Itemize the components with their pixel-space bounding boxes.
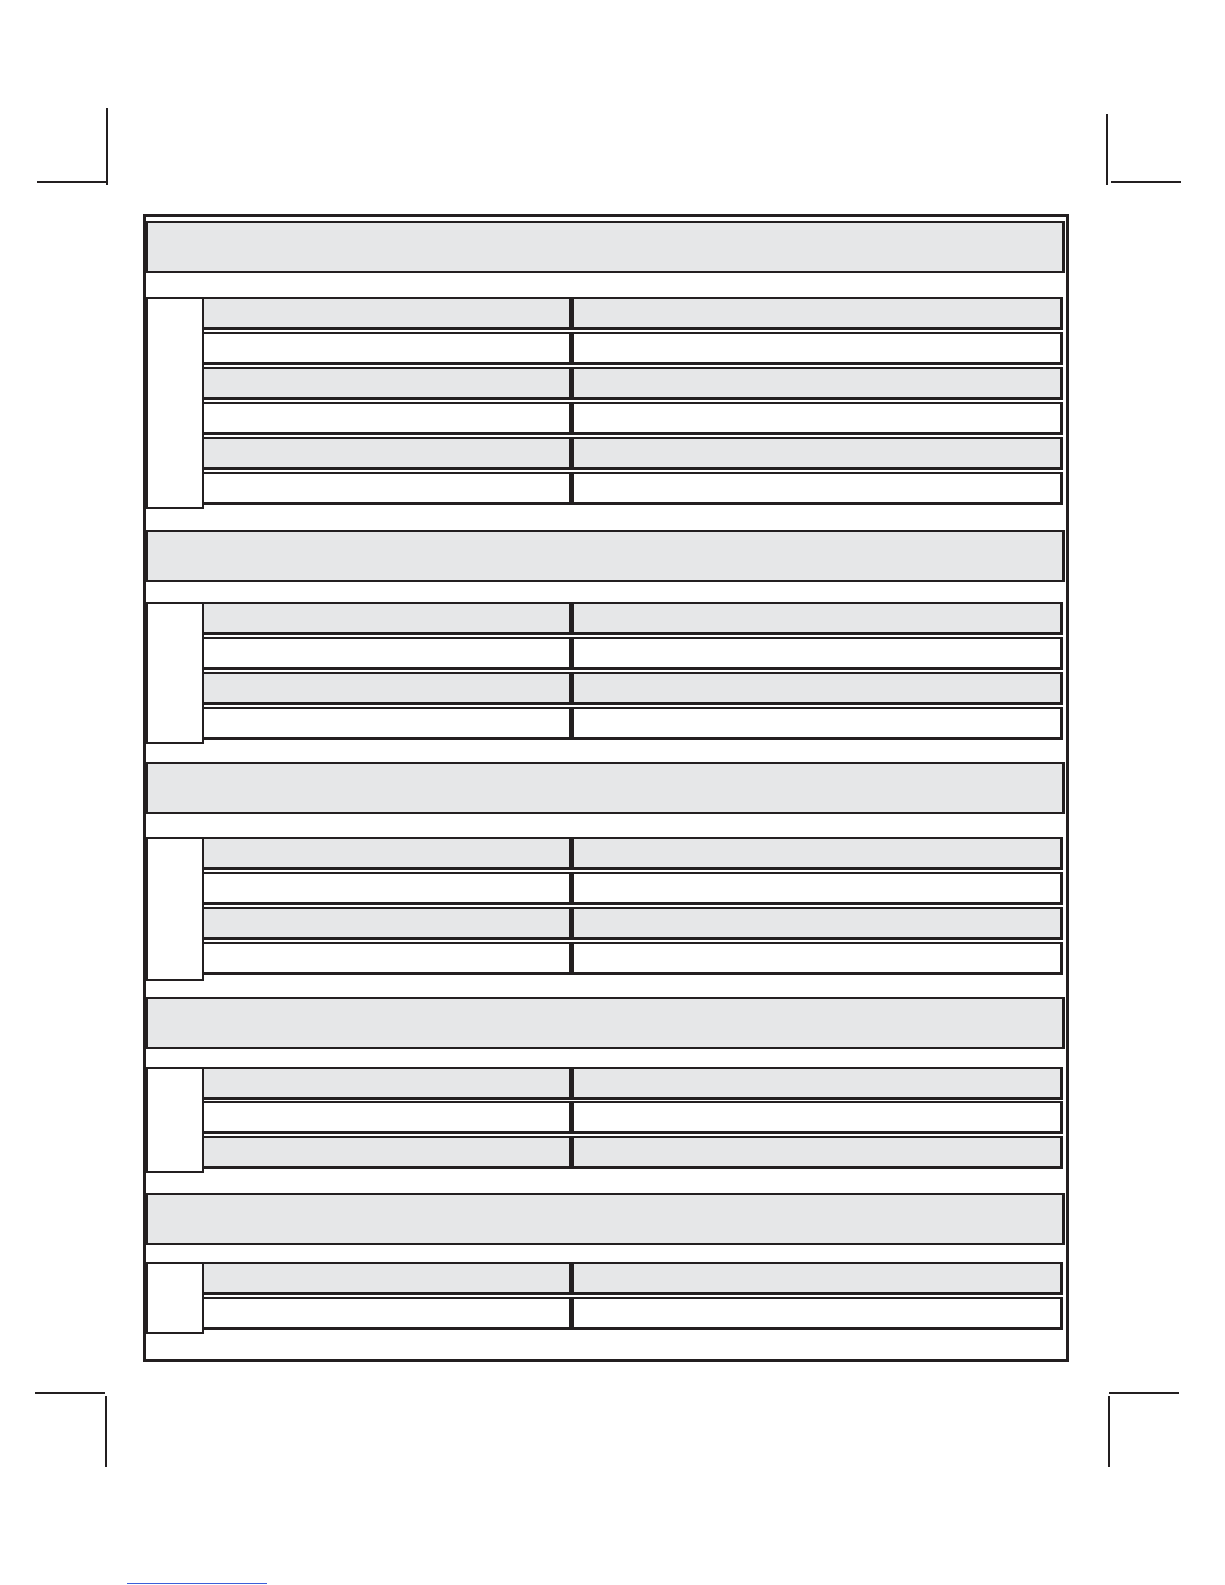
crop-mark-bottom-right-horizontal: [1109, 1392, 1179, 1394]
field-label-cell: [202, 672, 572, 705]
field-value-cell[interactable]: [572, 472, 1063, 505]
field-label-cell: [202, 1262, 572, 1295]
section-header-text: [148, 238, 158, 255]
field-label-cell: [202, 942, 572, 975]
field-label-cell: [202, 1297, 572, 1330]
crop-mark-top-left-horizontal: [37, 181, 107, 183]
section-header-text: [148, 1014, 158, 1031]
field-value-cell[interactable]: [572, 672, 1063, 705]
section-header: [146, 762, 1065, 814]
section-header-text: [148, 1210, 158, 1227]
field-label-cell: [202, 472, 572, 505]
crop-mark-bottom-right-vertical: [1108, 1396, 1110, 1467]
row-label-column: [146, 297, 204, 509]
field-value-cell[interactable]: [572, 637, 1063, 670]
field-value-cell[interactable]: [572, 1297, 1063, 1330]
field-value-cell[interactable]: [572, 872, 1063, 905]
crop-mark-bottom-left-horizontal: [35, 1392, 105, 1394]
crop-mark-top-left-vertical: [106, 108, 108, 185]
field-label-cell: [202, 402, 572, 435]
field-value-cell[interactable]: [572, 942, 1063, 975]
field-label-cell: [202, 1101, 572, 1134]
field-label-cell: [202, 332, 572, 365]
field-value-cell[interactable]: [572, 437, 1063, 470]
field-value-cell[interactable]: [572, 907, 1063, 940]
section-header: [146, 1193, 1065, 1245]
field-label-cell: [202, 1136, 572, 1169]
row-label-column: [146, 602, 204, 744]
row-label-column: [146, 1067, 204, 1173]
field-label-cell: [202, 707, 572, 740]
footer-link-underline[interactable]: [127, 1583, 267, 1584]
field-value-cell[interactable]: [572, 837, 1063, 870]
field-label-cell: [202, 837, 572, 870]
field-value-cell[interactable]: [572, 1262, 1063, 1295]
crop-mark-bottom-left-vertical: [105, 1396, 107, 1467]
section-header-text: [148, 547, 158, 564]
field-label-cell: [202, 437, 572, 470]
form-frame: [143, 214, 1069, 1362]
field-label-cell: [202, 872, 572, 905]
field-label-cell: [202, 907, 572, 940]
field-value-cell[interactable]: [572, 602, 1063, 635]
row-label-column: [146, 1262, 204, 1334]
field-value-cell[interactable]: [572, 402, 1063, 435]
crop-mark-top-right-horizontal: [1111, 181, 1181, 183]
field-value-cell[interactable]: [572, 1101, 1063, 1134]
field-label-cell: [202, 602, 572, 635]
field-value-cell[interactable]: [572, 1067, 1063, 1100]
field-value-cell[interactable]: [572, 1136, 1063, 1169]
section-header: [146, 221, 1065, 273]
field-label-cell: [202, 297, 572, 330]
row-label-column: [146, 837, 204, 981]
field-value-cell[interactable]: [572, 332, 1063, 365]
field-label-cell: [202, 1067, 572, 1100]
field-value-cell[interactable]: [572, 297, 1063, 330]
field-value-cell[interactable]: [572, 707, 1063, 740]
section-header-text: [148, 779, 158, 796]
field-label-cell: [202, 367, 572, 400]
section-header: [146, 530, 1065, 582]
field-value-cell[interactable]: [572, 367, 1063, 400]
crop-mark-top-right-vertical: [1106, 114, 1108, 185]
section-header: [146, 997, 1065, 1049]
field-label-cell: [202, 637, 572, 670]
